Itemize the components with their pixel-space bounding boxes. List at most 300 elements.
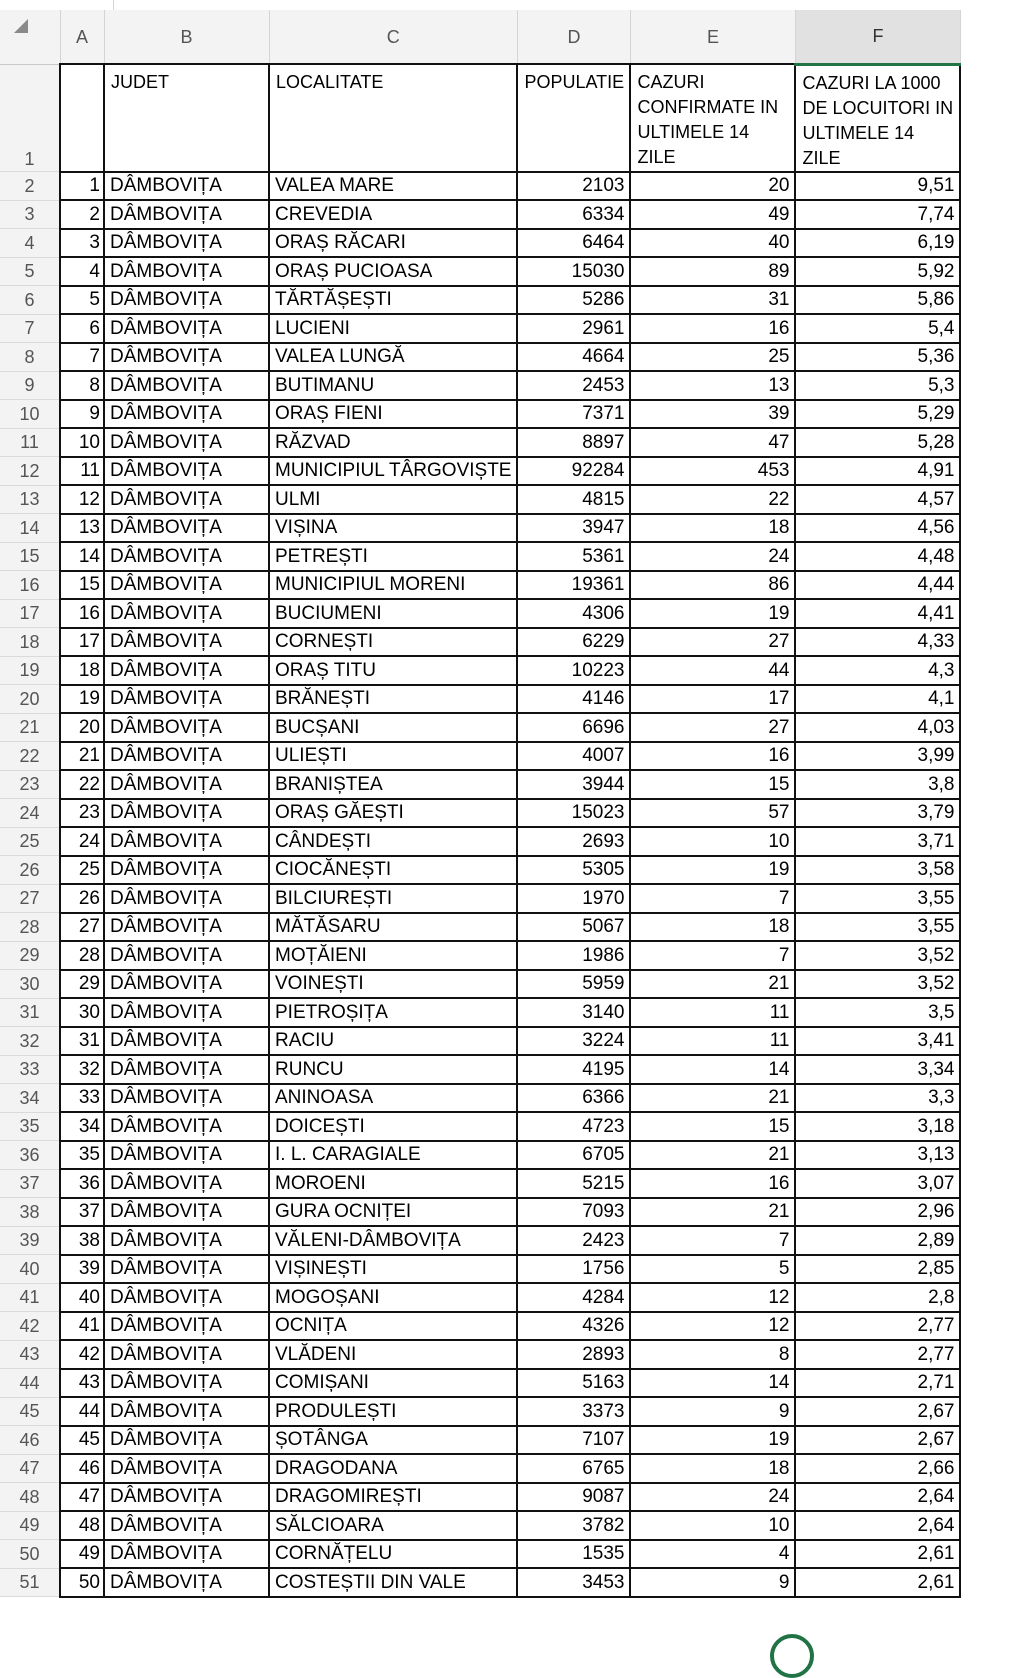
cell-cazuri[interactable]: 5 xyxy=(630,1255,795,1284)
cell-index[interactable]: 6 xyxy=(60,314,104,343)
cell-cazuri-la-1000[interactable]: 4,1 xyxy=(795,685,960,714)
cell-judet[interactable]: DÂMBOVIȚA xyxy=(104,571,269,600)
cell-index[interactable]: 42 xyxy=(60,1340,104,1369)
cell-localitate[interactable]: BILCIUREȘTI xyxy=(269,884,517,913)
cell-cazuri-la-1000[interactable]: 3,55 xyxy=(795,913,960,942)
cell-populatie[interactable]: 4306 xyxy=(517,599,630,628)
header-cazuri-la-1000[interactable]: CAZURI LA 1000 DE LOCUITORI IN ULTIMELE 14 ZILE xyxy=(795,64,960,172)
cell-cazuri[interactable]: 19 xyxy=(630,856,795,885)
row-number[interactable]: 3 xyxy=(0,200,60,229)
cell-populatie[interactable]: 6366 xyxy=(517,1084,630,1113)
cell-judet[interactable]: DÂMBOVIȚA xyxy=(104,685,269,714)
cell-populatie[interactable]: 6229 xyxy=(517,628,630,657)
row-number[interactable]: 19 xyxy=(0,656,60,685)
cell-cazuri-la-1000[interactable]: 7,74 xyxy=(795,200,960,229)
cell-judet[interactable]: DÂMBOVIȚA xyxy=(104,941,269,970)
cell-judet[interactable]: DÂMBOVIȚA xyxy=(104,1568,269,1597)
cell-index[interactable]: 9 xyxy=(60,400,104,429)
cell-judet[interactable]: DÂMBOVIȚA xyxy=(104,200,269,229)
cell-index[interactable]: 13 xyxy=(60,514,104,543)
header-localitate[interactable]: LOCALITATE xyxy=(269,64,517,172)
cell-localitate[interactable]: VALEA LUNGĂ xyxy=(269,343,517,372)
cell-index[interactable]: 17 xyxy=(60,628,104,657)
cell-populatie[interactable]: 2453 xyxy=(517,371,630,400)
cell-judet[interactable]: DÂMBOVIȚA xyxy=(104,884,269,913)
cell-judet[interactable]: DÂMBOVIȚA xyxy=(104,1511,269,1540)
cell-populatie[interactable]: 5305 xyxy=(517,856,630,885)
cell-index[interactable]: 41 xyxy=(60,1312,104,1341)
cell-index[interactable]: 22 xyxy=(60,770,104,799)
row-number[interactable]: 43 xyxy=(0,1340,60,1369)
row-number[interactable]: 8 xyxy=(0,343,60,372)
cell-cazuri-la-1000[interactable]: 5,36 xyxy=(795,343,960,372)
cell-index[interactable]: 27 xyxy=(60,913,104,942)
cell-index[interactable]: 1 xyxy=(60,172,104,201)
cell-cazuri-la-1000[interactable]: 4,56 xyxy=(795,514,960,543)
cell-judet[interactable]: DÂMBOVIȚA xyxy=(104,998,269,1027)
cell-localitate[interactable]: DRAGODANA xyxy=(269,1454,517,1483)
cell-populatie[interactable]: 4284 xyxy=(517,1283,630,1312)
cell-index[interactable]: 11 xyxy=(60,457,104,486)
cell-populatie[interactable]: 8897 xyxy=(517,428,630,457)
cell-cazuri-la-1000[interactable]: 5,92 xyxy=(795,257,960,286)
cell-localitate[interactable]: ULIEȘTI xyxy=(269,742,517,771)
cell-index[interactable]: 3 xyxy=(60,229,104,258)
cell-cazuri[interactable]: 11 xyxy=(630,998,795,1027)
cell-cazuri-la-1000[interactable]: 3,3 xyxy=(795,1084,960,1113)
cell-cazuri-la-1000[interactable]: 3,34 xyxy=(795,1055,960,1084)
cell-cazuri[interactable]: 16 xyxy=(630,742,795,771)
cell-cazuri-la-1000[interactable]: 5,28 xyxy=(795,428,960,457)
row-number[interactable]: 2 xyxy=(0,172,60,201)
cell-cazuri-la-1000[interactable]: 2,77 xyxy=(795,1340,960,1369)
cell-cazuri-la-1000[interactable]: 2,85 xyxy=(795,1255,960,1284)
cell-localitate[interactable]: COSTEȘTII DIN VALE xyxy=(269,1568,517,1597)
cell-judet[interactable]: DÂMBOVIȚA xyxy=(104,1198,269,1227)
cell-judet[interactable]: DÂMBOVIȚA xyxy=(104,1340,269,1369)
cell-localitate[interactable]: VĂLENI-DÂMBOVIȚA xyxy=(269,1226,517,1255)
cell-cazuri-la-1000[interactable]: 4,57 xyxy=(795,485,960,514)
row-number[interactable]: 30 xyxy=(0,970,60,999)
cell-populatie[interactable]: 3224 xyxy=(517,1027,630,1056)
row-number[interactable]: 38 xyxy=(0,1198,60,1227)
cell-localitate[interactable]: ANINOASA xyxy=(269,1084,517,1113)
cell-cazuri-la-1000[interactable]: 2,61 xyxy=(795,1540,960,1569)
cell-cazuri[interactable]: 19 xyxy=(630,1426,795,1455)
cell-populatie[interactable]: 3453 xyxy=(517,1568,630,1597)
cell-cazuri-la-1000[interactable]: 2,96 xyxy=(795,1198,960,1227)
cell-index[interactable]: 50 xyxy=(60,1568,104,1597)
row-number[interactable]: 24 xyxy=(0,799,60,828)
select-all-corner[interactable] xyxy=(0,10,60,64)
cell-cazuri[interactable]: 39 xyxy=(630,400,795,429)
cell-populatie[interactable]: 1535 xyxy=(517,1540,630,1569)
cell-index[interactable]: 21 xyxy=(60,742,104,771)
cell-cazuri[interactable]: 49 xyxy=(630,200,795,229)
cell-cazuri[interactable]: 18 xyxy=(630,1454,795,1483)
cell-populatie[interactable]: 2693 xyxy=(517,827,630,856)
header-cazuri-confirmate[interactable]: CAZURI CONFIRMATE IN ULTIMELE 14 ZILE xyxy=(630,64,795,172)
cell-cazuri[interactable]: 15 xyxy=(630,1112,795,1141)
cell-cazuri[interactable]: 22 xyxy=(630,485,795,514)
cell-a1[interactable] xyxy=(60,64,104,172)
cell-populatie[interactable]: 10223 xyxy=(517,656,630,685)
cell-populatie[interactable]: 7371 xyxy=(517,400,630,429)
cell-cazuri[interactable]: 40 xyxy=(630,229,795,258)
cell-cazuri[interactable]: 9 xyxy=(630,1568,795,1597)
cell-localitate[interactable]: BUCIUMENI xyxy=(269,599,517,628)
cell-index[interactable]: 40 xyxy=(60,1283,104,1312)
row-number[interactable]: 45 xyxy=(0,1397,60,1426)
cell-judet[interactable]: DÂMBOVIȚA xyxy=(104,1169,269,1198)
cell-localitate[interactable]: BRĂNEȘTI xyxy=(269,685,517,714)
row-number[interactable]: 27 xyxy=(0,884,60,913)
cell-index[interactable]: 46 xyxy=(60,1454,104,1483)
cell-cazuri[interactable]: 453 xyxy=(630,457,795,486)
cell-index[interactable]: 10 xyxy=(60,428,104,457)
cell-index[interactable]: 33 xyxy=(60,1084,104,1113)
cell-populatie[interactable]: 6696 xyxy=(517,713,630,742)
column-header-f[interactable]: F xyxy=(795,10,960,64)
cell-index[interactable]: 45 xyxy=(60,1426,104,1455)
row-number[interactable]: 7 xyxy=(0,314,60,343)
cell-cazuri[interactable]: 7 xyxy=(630,1226,795,1255)
cell-populatie[interactable]: 2961 xyxy=(517,314,630,343)
cell-cazuri-la-1000[interactable]: 3,99 xyxy=(795,742,960,771)
cell-populatie[interactable]: 7093 xyxy=(517,1198,630,1227)
row-number[interactable]: 50 xyxy=(0,1540,60,1569)
cell-localitate[interactable]: ORAȘ TITU xyxy=(269,656,517,685)
cell-judet[interactable]: DÂMBOVIȚA xyxy=(104,514,269,543)
row-number[interactable]: 16 xyxy=(0,571,60,600)
cell-cazuri-la-1000[interactable]: 2,66 xyxy=(795,1454,960,1483)
row-number[interactable]: 9 xyxy=(0,371,60,400)
cell-cazuri[interactable]: 8 xyxy=(630,1340,795,1369)
cell-localitate[interactable]: SĂLCIOARA xyxy=(269,1511,517,1540)
cell-judet[interactable]: DÂMBOVIȚA xyxy=(104,314,269,343)
row-number[interactable]: 37 xyxy=(0,1169,60,1198)
cell-index[interactable]: 24 xyxy=(60,827,104,856)
cell-judet[interactable]: DÂMBOVIȚA xyxy=(104,656,269,685)
cell-cazuri[interactable]: 31 xyxy=(630,286,795,315)
cell-index[interactable]: 48 xyxy=(60,1511,104,1540)
cell-populatie[interactable]: 4723 xyxy=(517,1112,630,1141)
cell-populatie[interactable]: 4007 xyxy=(517,742,630,771)
cell-localitate[interactable]: CREVEDIA xyxy=(269,200,517,229)
cell-cazuri[interactable]: 10 xyxy=(630,827,795,856)
cell-cazuri-la-1000[interactable]: 5,86 xyxy=(795,286,960,315)
cell-judet[interactable]: DÂMBOVIȚA xyxy=(104,286,269,315)
cell-cazuri[interactable]: 47 xyxy=(630,428,795,457)
cell-localitate[interactable]: PIETROȘIȚA xyxy=(269,998,517,1027)
cell-cazuri[interactable]: 20 xyxy=(630,172,795,201)
cell-cazuri-la-1000[interactable]: 2,8 xyxy=(795,1283,960,1312)
header-judet[interactable]: JUDET xyxy=(104,64,269,172)
row-number[interactable]: 32 xyxy=(0,1027,60,1056)
cell-index[interactable]: 7 xyxy=(60,343,104,372)
row-number[interactable]: 41 xyxy=(0,1283,60,1312)
row-number[interactable]: 17 xyxy=(0,599,60,628)
cell-cazuri-la-1000[interactable]: 3,13 xyxy=(795,1141,960,1170)
cell-index[interactable]: 26 xyxy=(60,884,104,913)
cell-localitate[interactable]: OCNIȚA xyxy=(269,1312,517,1341)
cell-populatie[interactable]: 6464 xyxy=(517,229,630,258)
cell-cazuri-la-1000[interactable]: 2,67 xyxy=(795,1426,960,1455)
cell-index[interactable]: 38 xyxy=(60,1226,104,1255)
cell-cazuri-la-1000[interactable]: 3,71 xyxy=(795,827,960,856)
cell-cazuri[interactable]: 4 xyxy=(630,1540,795,1569)
cell-localitate[interactable]: ULMI xyxy=(269,485,517,514)
cell-index[interactable]: 32 xyxy=(60,1055,104,1084)
cell-judet[interactable]: DÂMBOVIȚA xyxy=(104,599,269,628)
row-number[interactable]: 28 xyxy=(0,913,60,942)
selection-handle[interactable] xyxy=(770,1634,814,1678)
cell-cazuri[interactable]: 9 xyxy=(630,1397,795,1426)
row-number[interactable]: 47 xyxy=(0,1454,60,1483)
cell-populatie[interactable]: 3782 xyxy=(517,1511,630,1540)
cell-localitate[interactable]: ORAȘ PUCIOASA xyxy=(269,257,517,286)
cell-judet[interactable]: DÂMBOVIȚA xyxy=(104,742,269,771)
cell-judet[interactable]: DÂMBOVIȚA xyxy=(104,628,269,657)
cell-judet[interactable]: DÂMBOVIȚA xyxy=(104,1283,269,1312)
cell-cazuri-la-1000[interactable]: 3,52 xyxy=(795,941,960,970)
cell-cazuri[interactable]: 21 xyxy=(630,1084,795,1113)
cell-cazuri-la-1000[interactable]: 4,44 xyxy=(795,571,960,600)
cell-populatie[interactable]: 1756 xyxy=(517,1255,630,1284)
cell-localitate[interactable]: ȘOTÂNGA xyxy=(269,1426,517,1455)
cell-cazuri[interactable]: 14 xyxy=(630,1369,795,1398)
cell-judet[interactable]: DÂMBOVIȚA xyxy=(104,799,269,828)
cell-judet[interactable]: DÂMBOVIȚA xyxy=(104,1112,269,1141)
row-number[interactable]: 40 xyxy=(0,1255,60,1284)
cell-judet[interactable]: DÂMBOVIȚA xyxy=(104,229,269,258)
cell-cazuri[interactable]: 16 xyxy=(630,1169,795,1198)
cell-cazuri[interactable]: 21 xyxy=(630,1141,795,1170)
row-number[interactable]: 46 xyxy=(0,1426,60,1455)
header-populatie[interactable]: POPULATIE xyxy=(517,64,630,172)
cell-localitate[interactable]: VLĂDENI xyxy=(269,1340,517,1369)
cell-index[interactable]: 18 xyxy=(60,656,104,685)
cell-index[interactable]: 14 xyxy=(60,542,104,571)
cell-index[interactable]: 31 xyxy=(60,1027,104,1056)
cell-cazuri-la-1000[interactable]: 3,5 xyxy=(795,998,960,1027)
cell-index[interactable]: 19 xyxy=(60,685,104,714)
row-number[interactable]: 5 xyxy=(0,257,60,286)
cell-cazuri[interactable]: 44 xyxy=(630,656,795,685)
cell-localitate[interactable]: GURA OCNIȚEI xyxy=(269,1198,517,1227)
cell-index[interactable]: 15 xyxy=(60,571,104,600)
cell-cazuri[interactable]: 12 xyxy=(630,1312,795,1341)
cell-populatie[interactable]: 15030 xyxy=(517,257,630,286)
cell-populatie[interactable]: 9087 xyxy=(517,1483,630,1512)
cell-populatie[interactable]: 2423 xyxy=(517,1226,630,1255)
cell-cazuri[interactable]: 24 xyxy=(630,1483,795,1512)
cell-cazuri[interactable]: 57 xyxy=(630,799,795,828)
cell-cazuri-la-1000[interactable]: 3,55 xyxy=(795,884,960,913)
row-number[interactable]: 39 xyxy=(0,1226,60,1255)
row-number[interactable]: 31 xyxy=(0,998,60,1027)
cell-localitate[interactable]: CORNĂȚELU xyxy=(269,1540,517,1569)
cell-localitate[interactable]: PRODULEȘTI xyxy=(269,1397,517,1426)
cell-judet[interactable]: DÂMBOVIȚA xyxy=(104,257,269,286)
cell-judet[interactable]: DÂMBOVIȚA xyxy=(104,457,269,486)
cell-localitate[interactable]: ORAȘ FIENI xyxy=(269,400,517,429)
cell-localitate[interactable]: DRAGOMIREȘTI xyxy=(269,1483,517,1512)
cell-index[interactable]: 23 xyxy=(60,799,104,828)
cell-cazuri-la-1000[interactable]: 2,67 xyxy=(795,1397,960,1426)
cell-cazuri-la-1000[interactable]: 3,58 xyxy=(795,856,960,885)
cell-localitate[interactable]: LUCIENI xyxy=(269,314,517,343)
cell-cazuri-la-1000[interactable]: 9,51 xyxy=(795,172,960,201)
row-number[interactable]: 33 xyxy=(0,1055,60,1084)
cell-localitate[interactable]: RĂZVAD xyxy=(269,428,517,457)
cell-cazuri-la-1000[interactable]: 2,61 xyxy=(795,1568,960,1597)
cell-localitate[interactable]: VIȘINA xyxy=(269,514,517,543)
cell-judet[interactable]: DÂMBOVIȚA xyxy=(104,343,269,372)
row-number[interactable]: 29 xyxy=(0,941,60,970)
cell-judet[interactable]: DÂMBOVIȚA xyxy=(104,970,269,999)
cell-cazuri[interactable]: 11 xyxy=(630,1027,795,1056)
cell-judet[interactable]: DÂMBOVIȚA xyxy=(104,1397,269,1426)
cell-judet[interactable]: DÂMBOVIȚA xyxy=(104,1312,269,1341)
cell-cazuri[interactable]: 16 xyxy=(630,314,795,343)
cell-cazuri-la-1000[interactable]: 4,48 xyxy=(795,542,960,571)
cell-populatie[interactable]: 5959 xyxy=(517,970,630,999)
cell-cazuri[interactable]: 18 xyxy=(630,913,795,942)
cell-localitate[interactable]: CIOCĂNEȘTI xyxy=(269,856,517,885)
cell-cazuri[interactable]: 27 xyxy=(630,628,795,657)
cell-populatie[interactable]: 3947 xyxy=(517,514,630,543)
row-number[interactable]: 48 xyxy=(0,1483,60,1512)
cell-populatie[interactable]: 4146 xyxy=(517,685,630,714)
cell-cazuri-la-1000[interactable]: 4,91 xyxy=(795,457,960,486)
cell-localitate[interactable]: MOȚĂIENI xyxy=(269,941,517,970)
cell-index[interactable]: 49 xyxy=(60,1540,104,1569)
cell-populatie[interactable]: 2103 xyxy=(517,172,630,201)
row-number[interactable]: 35 xyxy=(0,1112,60,1141)
cell-judet[interactable]: DÂMBOVIȚA xyxy=(104,485,269,514)
cell-judet[interactable]: DÂMBOVIȚA xyxy=(104,428,269,457)
cell-populatie[interactable]: 5163 xyxy=(517,1369,630,1398)
cell-populatie[interactable]: 4326 xyxy=(517,1312,630,1341)
cell-index[interactable]: 29 xyxy=(60,970,104,999)
cell-judet[interactable]: DÂMBOVIȚA xyxy=(104,1055,269,1084)
cell-cazuri[interactable]: 25 xyxy=(630,343,795,372)
cell-localitate[interactable]: ORAȘ GĂEȘTI xyxy=(269,799,517,828)
cell-localitate[interactable]: I. L. CARAGIALE xyxy=(269,1141,517,1170)
cell-populatie[interactable]: 2893 xyxy=(517,1340,630,1369)
cell-localitate[interactable]: MĂTĂSARU xyxy=(269,913,517,942)
cell-cazuri[interactable]: 12 xyxy=(630,1283,795,1312)
cell-cazuri[interactable]: 89 xyxy=(630,257,795,286)
row-number[interactable]: 18 xyxy=(0,628,60,657)
cell-judet[interactable]: DÂMBOVIȚA xyxy=(104,1141,269,1170)
cell-populatie[interactable]: 5067 xyxy=(517,913,630,942)
cell-localitate[interactable]: MUNICIPIUL TÂRGOVIȘTE xyxy=(269,457,517,486)
column-header-d[interactable]: D xyxy=(517,10,630,64)
row-number[interactable]: 21 xyxy=(0,713,60,742)
cell-index[interactable]: 8 xyxy=(60,371,104,400)
cell-cazuri-la-1000[interactable]: 3,8 xyxy=(795,770,960,799)
cell-cazuri[interactable]: 14 xyxy=(630,1055,795,1084)
cell-judet[interactable]: DÂMBOVIȚA xyxy=(104,1454,269,1483)
cell-localitate[interactable]: DOICEȘTI xyxy=(269,1112,517,1141)
column-header-b[interactable]: B xyxy=(104,10,269,64)
row-number[interactable]: 10 xyxy=(0,400,60,429)
cell-judet[interactable]: DÂMBOVIȚA xyxy=(104,1483,269,1512)
cell-judet[interactable]: DÂMBOVIȚA xyxy=(104,827,269,856)
cell-index[interactable]: 43 xyxy=(60,1369,104,1398)
cell-cazuri-la-1000[interactable]: 2,77 xyxy=(795,1312,960,1341)
cell-localitate[interactable]: VIȘINEȘTI xyxy=(269,1255,517,1284)
cell-cazuri[interactable]: 7 xyxy=(630,884,795,913)
row-number[interactable]: 15 xyxy=(0,542,60,571)
cell-populatie[interactable]: 3944 xyxy=(517,770,630,799)
cell-cazuri-la-1000[interactable]: 3,07 xyxy=(795,1169,960,1198)
cell-localitate[interactable]: CÂNDEȘTI xyxy=(269,827,517,856)
cell-index[interactable]: 36 xyxy=(60,1169,104,1198)
cell-localitate[interactable]: VALEA MARE xyxy=(269,172,517,201)
cell-cazuri[interactable]: 13 xyxy=(630,371,795,400)
cell-judet[interactable]: DÂMBOVIȚA xyxy=(104,1027,269,1056)
cell-localitate[interactable]: CORNEȘTI xyxy=(269,628,517,657)
cell-cazuri[interactable]: 19 xyxy=(630,599,795,628)
cell-localitate[interactable]: RUNCU xyxy=(269,1055,517,1084)
cell-index[interactable]: 28 xyxy=(60,941,104,970)
cell-cazuri-la-1000[interactable]: 2,71 xyxy=(795,1369,960,1398)
cell-cazuri-la-1000[interactable]: 3,79 xyxy=(795,799,960,828)
cell-index[interactable]: 25 xyxy=(60,856,104,885)
cell-cazuri-la-1000[interactable]: 4,33 xyxy=(795,628,960,657)
cell-localitate[interactable]: MOROENI xyxy=(269,1169,517,1198)
cell-populatie[interactable]: 5286 xyxy=(517,286,630,315)
column-header-e[interactable]: E xyxy=(630,10,795,64)
cell-populatie[interactable]: 1986 xyxy=(517,941,630,970)
cell-populatie[interactable]: 15023 xyxy=(517,799,630,828)
cell-populatie[interactable]: 4664 xyxy=(517,343,630,372)
cell-index[interactable]: 4 xyxy=(60,257,104,286)
cell-index[interactable]: 2 xyxy=(60,200,104,229)
cell-populatie[interactable]: 7107 xyxy=(517,1426,630,1455)
cell-cazuri[interactable]: 27 xyxy=(630,713,795,742)
cell-index[interactable]: 47 xyxy=(60,1483,104,1512)
cell-populatie[interactable]: 1970 xyxy=(517,884,630,913)
cell-index[interactable]: 30 xyxy=(60,998,104,1027)
cell-judet[interactable]: DÂMBOVIȚA xyxy=(104,1084,269,1113)
cell-judet[interactable]: DÂMBOVIȚA xyxy=(104,1540,269,1569)
cell-index[interactable]: 16 xyxy=(60,599,104,628)
cell-judet[interactable]: DÂMBOVIȚA xyxy=(104,913,269,942)
cell-populatie[interactable]: 4195 xyxy=(517,1055,630,1084)
row-number[interactable]: 4 xyxy=(0,229,60,258)
cell-index[interactable]: 44 xyxy=(60,1397,104,1426)
row-number[interactable]: 20 xyxy=(0,685,60,714)
cell-index[interactable]: 12 xyxy=(60,485,104,514)
cell-cazuri-la-1000[interactable]: 5,3 xyxy=(795,371,960,400)
cell-cazuri-la-1000[interactable]: 5,4 xyxy=(795,314,960,343)
cell-populatie[interactable]: 19361 xyxy=(517,571,630,600)
row-number[interactable]: 42 xyxy=(0,1312,60,1341)
cell-cazuri-la-1000[interactable]: 3,52 xyxy=(795,970,960,999)
row-number[interactable]: 6 xyxy=(0,286,60,315)
cell-judet[interactable]: DÂMBOVIȚA xyxy=(104,371,269,400)
cell-populatie[interactable]: 3373 xyxy=(517,1397,630,1426)
cell-cazuri-la-1000[interactable]: 4,3 xyxy=(795,656,960,685)
row-number[interactable]: 51 xyxy=(0,1568,60,1597)
cell-cazuri-la-1000[interactable]: 2,89 xyxy=(795,1226,960,1255)
cell-judet[interactable]: DÂMBOVIȚA xyxy=(104,856,269,885)
cell-populatie[interactable]: 6765 xyxy=(517,1454,630,1483)
